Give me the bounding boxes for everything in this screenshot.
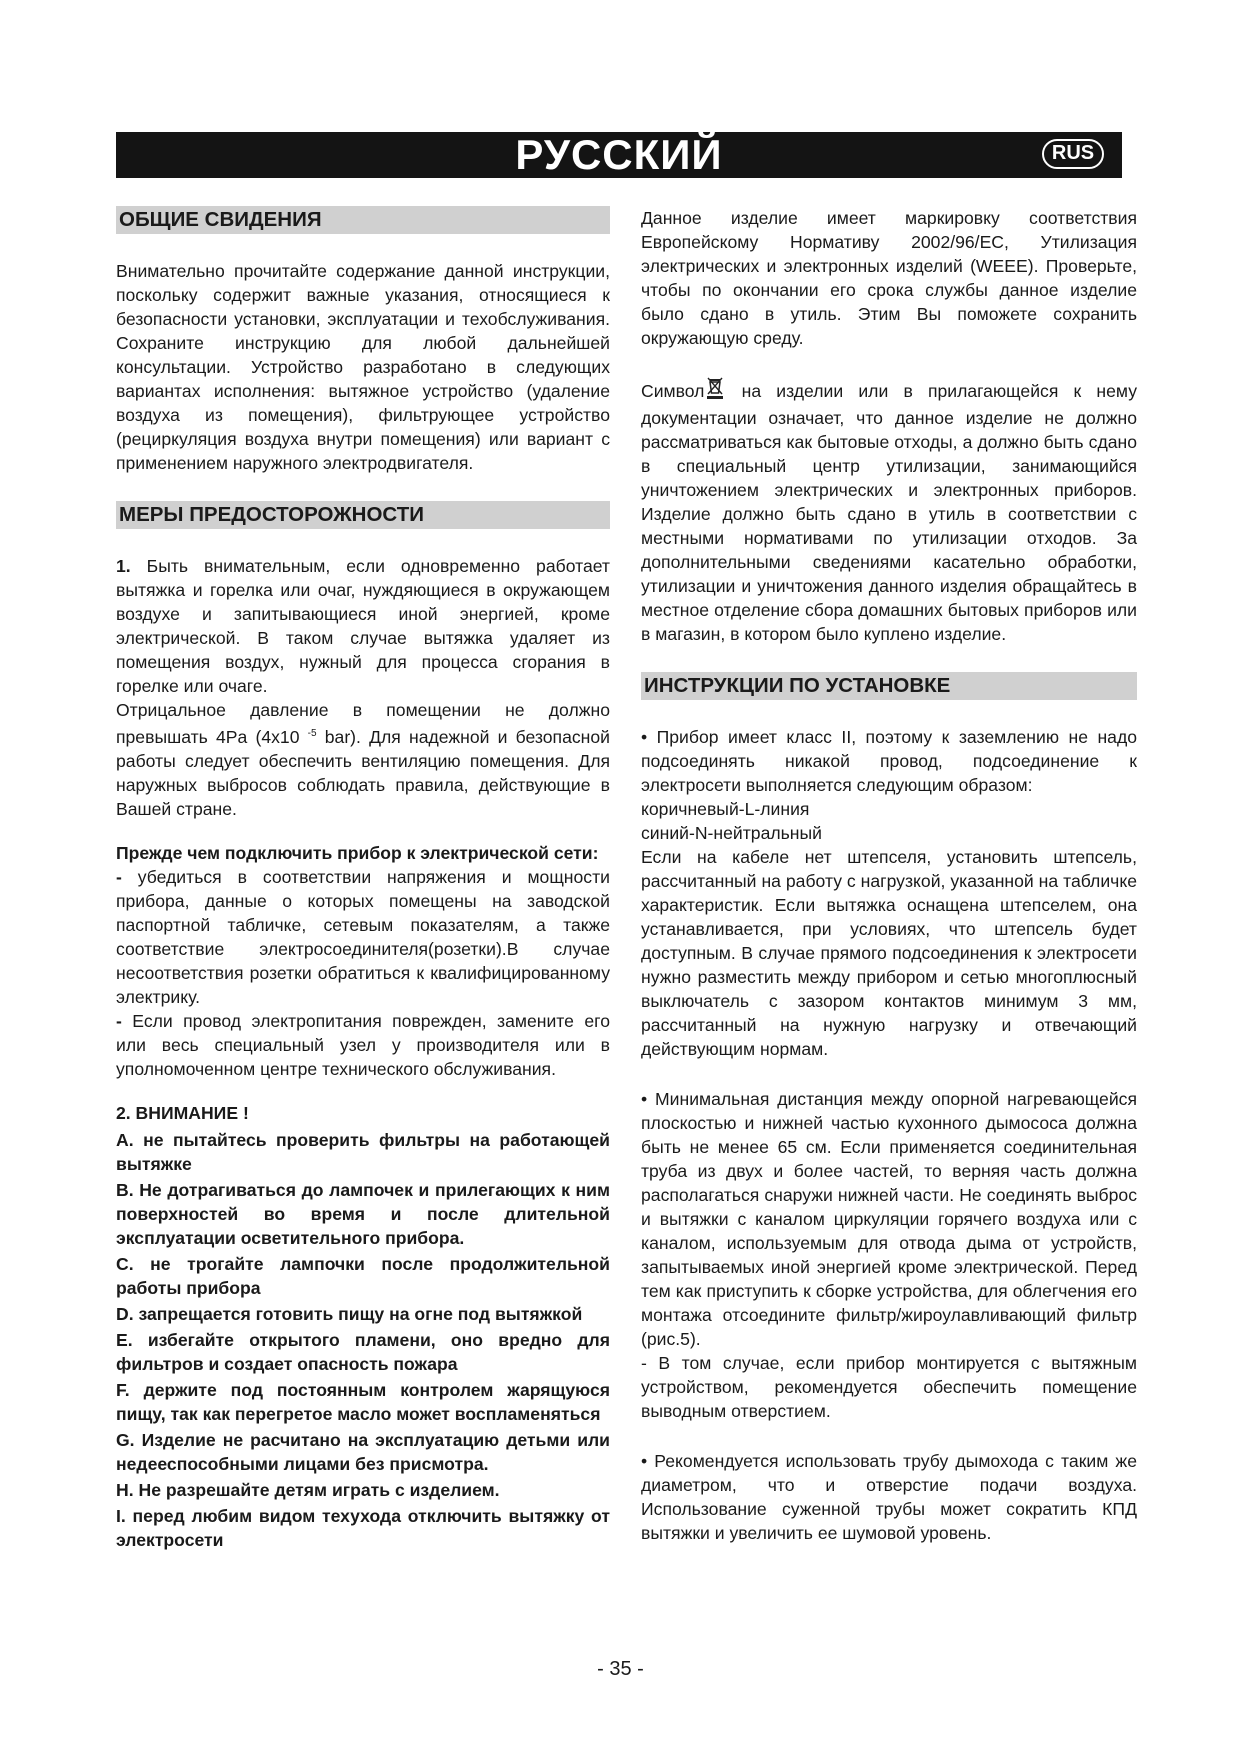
rus-badge: RUS <box>1042 139 1104 169</box>
pipe-diameter-bullet: • Рекомендуется использовать трубу дымохода с таким же диаметром, что и отверстие подачи воздуха. Использование суженной трубы может сократить КПД вытяжки и увеличить ее шумовой уровень. <box>641 1451 1137 1543</box>
symbol-word: Символ <box>641 381 705 401</box>
plug-text: Если на кабеле нет штепселя, установить штепсель, рассчитанный на работу с нагрузкой, указанной на табличке характеристик. Если вытяжка оснащена штепселем, она устанавливается, при условиях, что штепсель будет доступным. В случае прямого подсоединения к электросети нужно разместить между прибором и сетью многоплюсный выключатель с зазором контактов минимум 3 мм, рассчитанный на нужную нагрузку и отвечающий действующим нормам. <box>641 847 1137 1059</box>
voltage-check-text: убедиться в соответствии напряжения и мощности прибора, данные о которых помещены на заводской паспортной табличке, сетевым показателям, а также соответствие электросоединителя(розетки).В случае несоответствия розетки обратиться к квалифицированному электрику. <box>116 866 610 1007</box>
pressure-exponent: -5 <box>307 728 317 739</box>
attention-heading: 2. ВНИМАНИЕ ! <box>116 1102 249 1123</box>
precautions-heading: МЕРЫ ПРЕДОСТОРОЖНОСТИ <box>116 501 610 529</box>
crossed-bin-icon <box>706 376 724 406</box>
symbol-text: на изделии или в прилагающейся к нему документации означает, что данное изделие не должно рассматриваться как бытовые отходы, а должно быть сдано в специальный центр утилизации, занимающийся уничтожением электрических и электронных приборов. Изделие должно быть сдано в утиль в соответствии с местными нормативами по утилизации отходов. За дополнительными сведениями касательно обработки, утилизации и уничтожения данного изделия обращайтесь в местное отделение сбора домашних бытовых приборов или в магазин, в котором было куплено изделие. <box>641 381 1137 644</box>
dash-mark: - <box>116 1010 122 1031</box>
cable-damage-text: Если провод электропитания поврежден, замените его или весь специальный узел у производителя или в уполномоченном центре технического обслуживания. <box>116 1010 610 1079</box>
distance-bullet: • Минимальная дистанция между опорной нагревающейся плоскостью и нижней частью кухонного дымососа должна быть не менее 65 см. Если применяется соединительная труба из двух и более частей, то верняя часть должна располагаться снаружи нижней части. Не соединять выброс и вытяжки с каналом циркуляции горячего воздуха или с каналом, используемым для отвода дыма от устройств, запытываемых иной энергией кроме электрической. Перед тем как приступить к сборке устройства, для облегчения его монтажа отсоедините фильтр/жироулавливающий фильтр (рис.5). <box>641 1089 1137 1349</box>
pressure-text-a: Отрицальное давление в помещении не должно превышать 4Pa (4x10 <box>116 700 610 747</box>
right-column <box>641 206 1137 1545</box>
wire-brown: коричневый-L-линия <box>641 799 810 819</box>
language-banner <box>116 132 1122 178</box>
warning-b: B. Не дотрагиваться до лампочек и прилегающих к ним поверхностей во время и после длительной эксплуатации осветительного прибора. <box>116 1179 610 1248</box>
general-info-heading: ОБЩИЕ СВИДЕНИЯ <box>116 206 610 234</box>
warning-g: G. Изделие не расчитано на эксплуатацию детьми или недееспособными лицами без присмотра. <box>116 1429 610 1474</box>
warning-e: E. избегайте открытого пламени, оно вредно для фильтров и создает опасность пожара <box>116 1329 610 1374</box>
warning-i: I. перед любим видом техухода отключить вытяжку от электросети <box>116 1505 610 1550</box>
dash-mark: - <box>116 866 122 887</box>
installation-heading: ИНСТРУКЦИИ ПО УСТАНОВКЕ <box>641 672 1137 700</box>
warning-c: C. не трогайте лампочки после продолжительной работы прибора <box>116 1253 610 1298</box>
voltage-check-item <box>116 865 610 1009</box>
precaution-1 <box>116 554 610 698</box>
symbol-paragraph <box>641 376 1137 646</box>
pressure-paragraph <box>116 698 610 821</box>
cable-damage-item <box>116 1009 610 1081</box>
wire-blue: синий-N-нейтральный <box>641 823 822 843</box>
pressure-text-b: bar). Для надежной и безопасной работы следует обеспечить вентиляцию помещения. Для наружных выбросов соблюдать правила, действующие в Вашей стране. <box>116 726 610 819</box>
warning-h: H. Не разрешайте детям играть с изделием. <box>116 1479 500 1500</box>
warning-a: A. не пытайтесь проверить фильтры на работающей вытяжке <box>116 1129 610 1174</box>
before-connect-heading: Прежде чем подключить прибор к электрической сети: <box>116 842 599 863</box>
vent-note: - В том случае, если прибор монтируется с вытяжным устройством, рекомендуется обеспечить помещение выводным отверстием. <box>641 1353 1137 1421</box>
warning-f: F. держите под постоянным контролем жарящуюся пищу, так как перегретое масло может воспламеняться <box>116 1379 610 1424</box>
precaution-1-number: 1. <box>116 556 131 576</box>
weee-text: Данное изделие имеет маркировку соответствия Европейскому Нормативу 2002/96/EC, Утилизация электрических и электронных изделий (WEEE). Проверьте, чтобы по окончании его срока службы данное изделие было сдано в утиль. Этим Вы поможете сохранить окружающую среду. <box>641 208 1137 348</box>
left-column <box>116 206 610 1554</box>
language-title: РУССКИЙ <box>515 131 723 178</box>
page-number: - 35 - <box>597 1658 644 1680</box>
class-ii-bullet: • Прибор имеет класс II, поэтому к заземлению не надо подсоединять никакой провод, подсоединение к электросети выполняется следующим образом: <box>641 727 1137 795</box>
precaution-1-text: Быть внимательным, если одновременно работает вытяжка и горелка или очаг, нуждяющиеся в окружающем воздухе и запитывающиеся иной энергией, кроме электрической. В таком случае вытяжка удаляет из помещения воздух, нужный для процесса сгорания в горелке или очаге. <box>116 556 610 696</box>
general-info-text: Внимательно прочитайте содержание данной инструкции, поскольку содержит важные указания, относящиеся к безопасности установки, эксплуатации и техобслуживания. Сохраните инструкцию для любой дальнейшей консультации. Устройство разработано в следующих вариантах исполнения: вытяжное устройство (удаление воздуха из помещения), фильтрующее устройство (рециркуляция воздуха внутри помещения) или вариант с применением наружного электродвигателя. <box>116 261 610 473</box>
warning-d: D. запрещается готовить пищу на огне под вытяжкой <box>116 1303 583 1324</box>
